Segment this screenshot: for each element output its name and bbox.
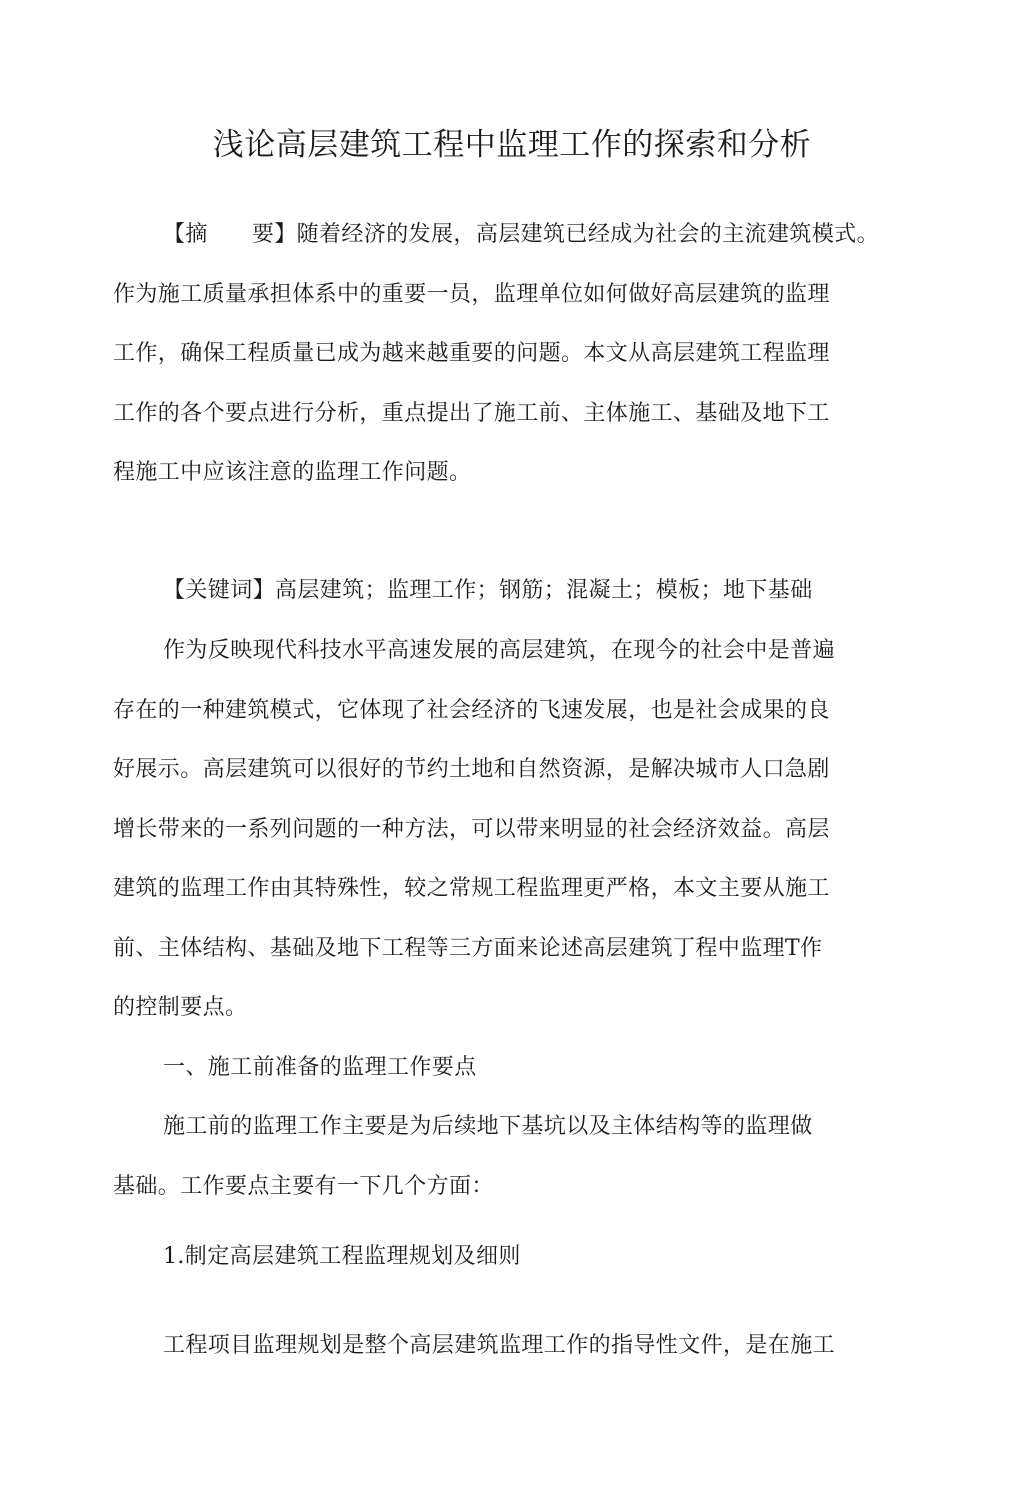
abstract-label-close: 要】 (251, 222, 297, 247)
intro-paragraph-line: 增长带来的一系列问题的一种方法，可以带来明显的社会经济效益。高层 (113, 817, 830, 842)
intro-paragraph-line: 存在的一种建筑模式，它体现了社会经济的飞速发展，也是社会成果的良 (113, 698, 830, 723)
intro-paragraph-line: 好展示。高层建筑可以很好的节约土地和自然资源，是解决城市人口急剧 (113, 757, 830, 782)
document-title: 浅论高层建筑工程中监理工作的探索和分析 (212, 126, 812, 163)
subsection-1-paragraph-line: 工程项目监理规划是整个高层建筑监理工作的指导性文件，是在施工 (163, 1333, 836, 1358)
intro-paragraph-line: 作为反映现代科技水平高速发展的高层建筑，在现今的社会中是普遍 (163, 638, 836, 663)
section-1-heading: 一、施工前准备的监理工作要点 (163, 1055, 477, 1080)
abstract-line: 作为施工质量承担体系中的重要一员，监理单位如何做好高层建筑的监理 (113, 282, 830, 307)
abstract-label-open: 【摘 (163, 222, 208, 247)
abstract-line: 工作，确保工程质量已成为越来越重要的问题。本文从高层建筑工程监理 (113, 341, 830, 366)
abstract-text: 随着经济的发展，高层建筑已经成为社会的主流建筑模式。 (296, 222, 880, 247)
intro-paragraph-line: 前、主体结构、基础及地下工程等三方面来论述高层建筑丁程中监理T作 (113, 936, 823, 961)
intro-paragraph-line: 的控制要点。 (113, 995, 248, 1020)
abstract-line: 程施工中应该注意的监理工作问题。 (113, 460, 472, 485)
subsection-1-heading: 1.制定高层建筑工程监理规划及细则 (163, 1244, 521, 1269)
abstract-line: 工作的各个要点进行分析，重点提出了施工前、主体施工、基础及地下工 (113, 401, 830, 426)
section-1-paragraph-line: 基础。工作要点主要有一下几个方面： (113, 1174, 494, 1199)
section-1-paragraph-line: 施工前的监理工作主要是为后续地下基坑以及主体结构等的监理做 (163, 1114, 813, 1139)
keywords-line: 【关键词】高层建筑；监理工作；钢筋；混凝土；模板；地下基础 (163, 578, 813, 603)
intro-paragraph-line: 建筑的监理工作由其特殊性，较之常规工程监理更严格，本文主要从施工 (113, 876, 830, 901)
abstract-first-line (163, 220, 879, 250)
